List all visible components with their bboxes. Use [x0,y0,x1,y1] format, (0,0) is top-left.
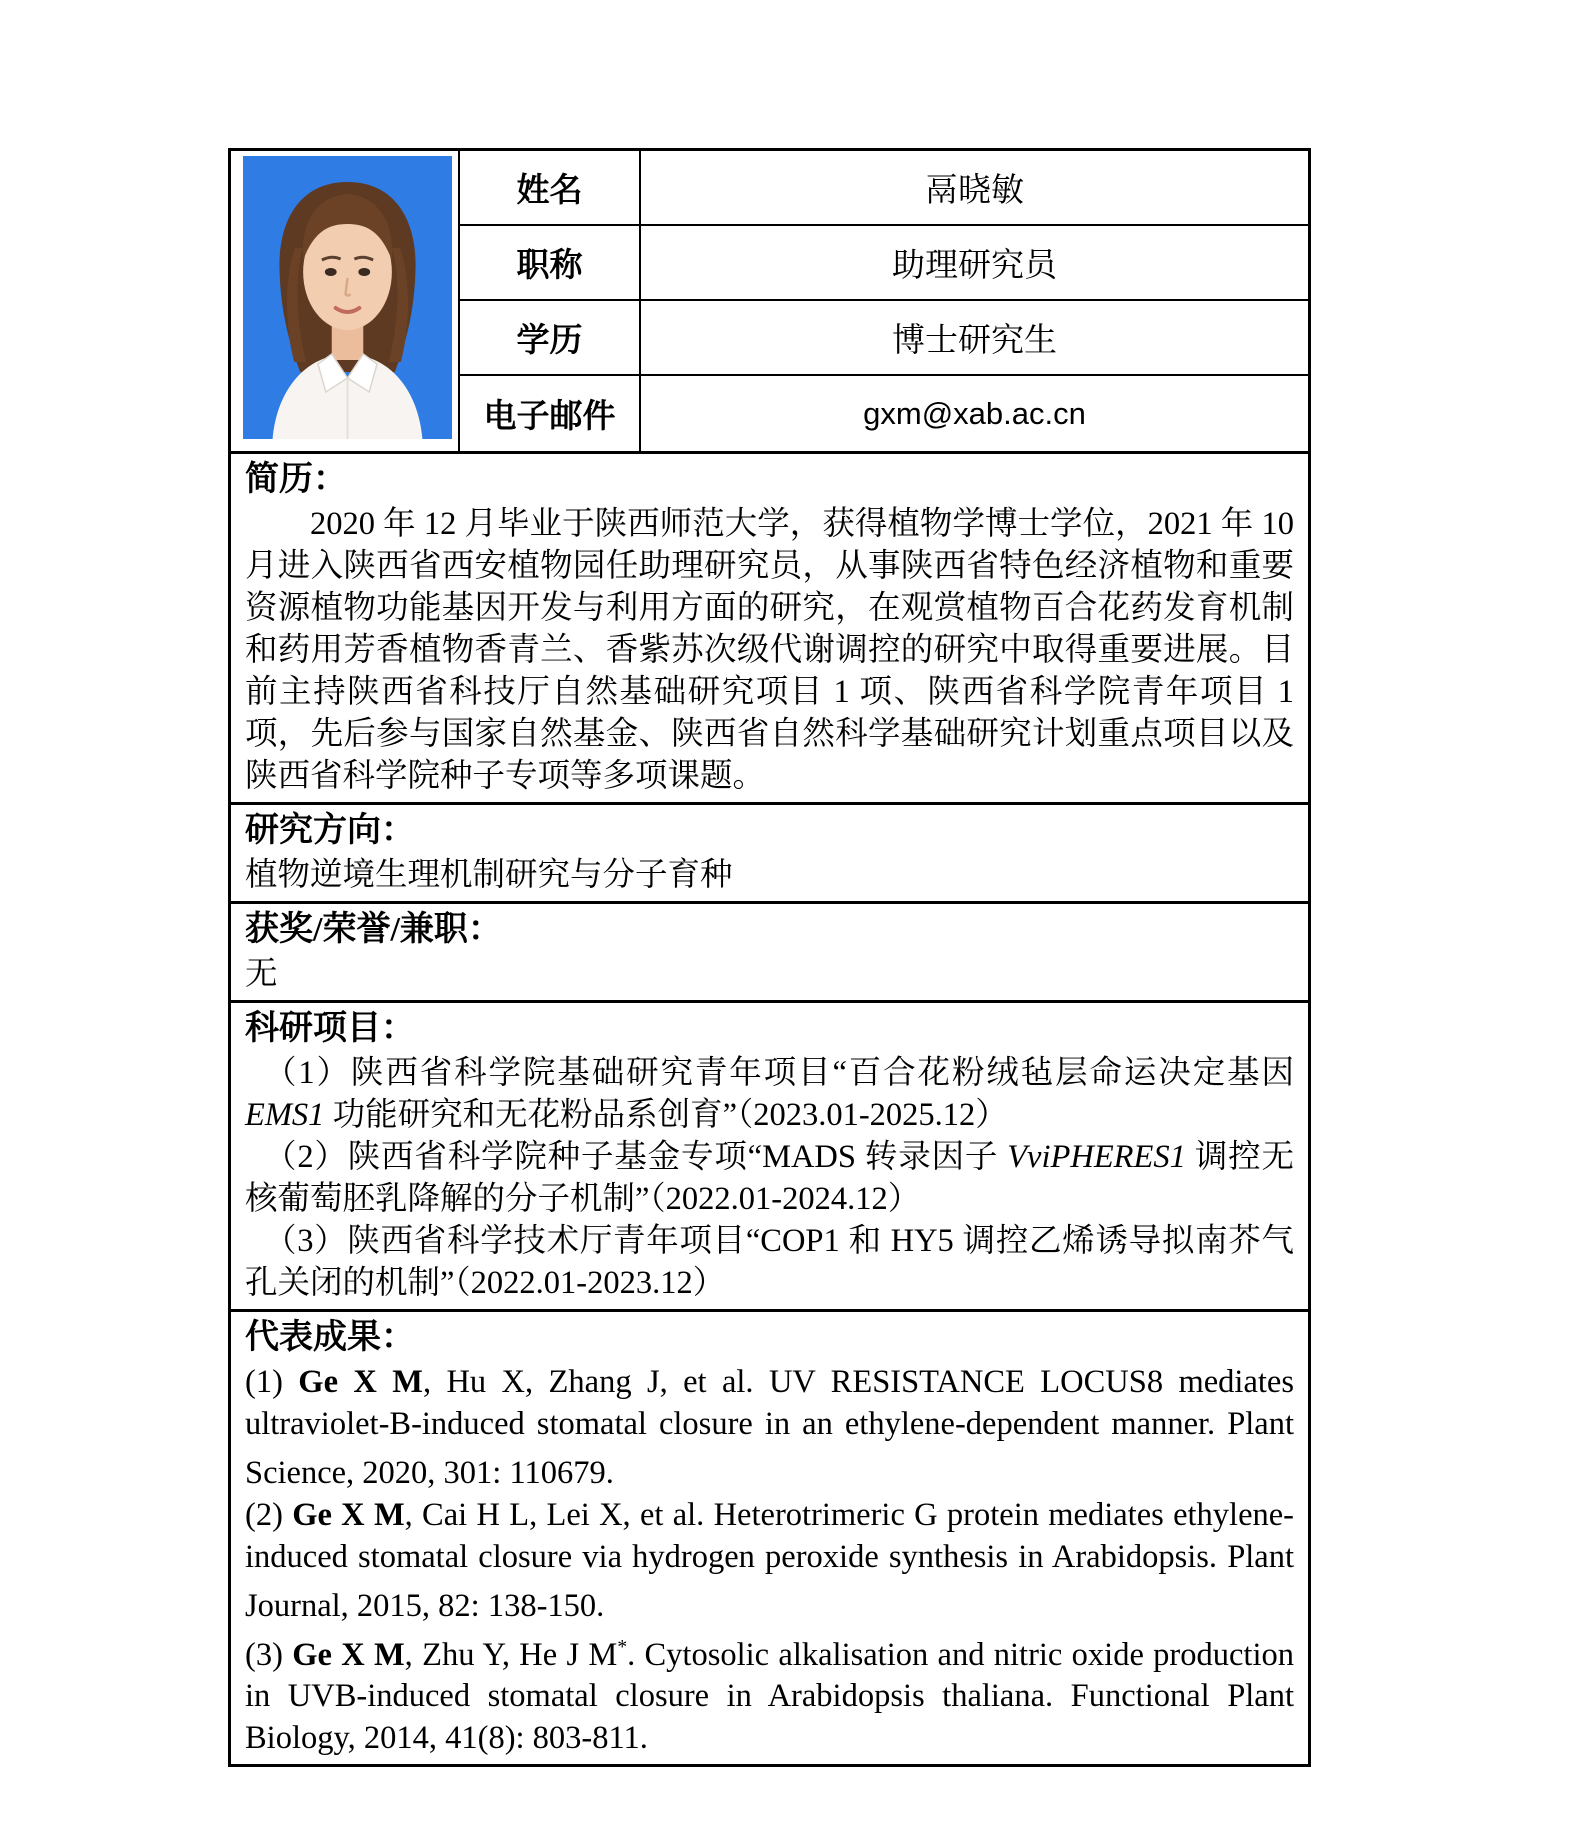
portrait-photo [243,156,452,439]
project-2-tail: 调控无核葡萄胚乳降解的分子机制”（2022.01-2024.12） [245,1139,1294,1217]
projects-heading: 科研项目： [245,1010,415,1047]
section-awards [231,901,1308,1000]
project-1-text: （1）陕西省科学院基础研究青年项目“百合花粉绒毡层命运决定基因 [264,1055,1294,1091]
publication-item [245,1627,1294,1760]
section-projects [231,1000,1308,1309]
publication-3-tail: . Cytosolic alkalisation and nitric oxide production in UVB-induced stomatal closure in Arabidopsis thaliana. Functional Plant Biology, 2014, 41(8): 803-811. [245,1636,1294,1757]
project-item [245,1052,1294,1136]
publication-item [245,1361,1294,1494]
project-item [245,1220,1294,1304]
project-item [245,1136,1294,1220]
degree-label: 学历 [460,301,641,376]
title-value: 助理研究员 [641,226,1308,301]
name-value: 鬲晓敏 [641,151,1308,226]
bio-heading: 简历： [245,461,347,498]
photo-cell [231,151,460,451]
degree-value: 博士研究生 [641,301,1308,376]
publication-3-first-author: Ge X M [292,1636,405,1673]
right-eye [358,268,370,276]
project-2-text: （2）陕西省科学院种子基金专项“MADS 转录因子 [264,1139,1008,1175]
left-eye [325,268,337,276]
cv-table [228,148,1311,1767]
email-value: gxm@xab.ac.cn [863,395,1086,431]
publication-3-text: , Zhu Y, He J M [404,1636,618,1673]
publication-3-number: (3) [245,1636,293,1673]
research-direction-text: 植物逆境生理机制研究与分子育种 [245,857,733,893]
profile-info-grid [231,151,1308,451]
section-bio [231,451,1308,802]
name-label: 姓名 [460,151,641,226]
publication-2-number: (2) [245,1496,293,1533]
project-1-gene: EMS1 [245,1097,325,1133]
section-research-direction [231,802,1308,901]
project-2-gene: VviPHERES1 [1007,1139,1186,1175]
email-label: 电子邮件 [460,376,641,451]
publication-2-text: , Cai H L, Lei X, et al. Heterotrimeric G protein mediates ethylene-induced stomatal closure via hydrogen peroxide synthesis in Arabidopsis. Plant Journal, 2015, 82: 138-150. [245,1496,1294,1624]
publication-3-superscript: * [617,1636,628,1658]
publication-1-first-author: Ge X M [298,1364,423,1400]
project-3-text: （3）陕西省科学技术厅青年项目“COP1 和 HY5 调控乙烯诱导拟南芥气孔关闭的机制”（2022.01-2023.12） [245,1223,1294,1301]
publication-1-text: , Hu X, Zhang J, et al. UV RESISTANCE LOCUS8 mediates ultraviolet-B-induced stomatal closure in an ethylene-dependent manner. Plant Science, 2020, 301: 110679. [245,1364,1294,1491]
email-cell [641,376,1308,451]
project-1-tail: 功能研究和无花粉品系创育”（2023.01-2025.12） [324,1097,1008,1133]
publications-heading: 代表成果： [245,1319,415,1356]
awards-heading: 获奖/荣誉/兼职： [245,911,502,948]
publication-2-first-author: Ge X M [292,1496,405,1533]
awards-text: 无 [245,956,278,992]
section-publications [231,1309,1308,1764]
research-direction-heading: 研究方向： [245,812,415,849]
title-label: 职称 [460,226,641,301]
bio-paragraph: 2020 年 12 月毕业于陕西师范大学，获得植物学博士学位，2021 年 10 月进入陕西省西安植物园任助理研究员，从事陕西省特色经济植物和重要资源植物功能基因开发与利用方面的研究，在观赏植物百合花药发育机制和药用芳香植物香青兰、香紫苏次级代谢调控的研究中取得重要进展。目前主持陕西省科技厅自然基础研究项目 1 项、陕西省科学院青年项目 1 项，先后参与国家自然基金、陕西省自然科学基础研究计划重点项目以及陕西省科学院种子专项等多项课题。 [245,506,1294,794]
publication-item [245,1494,1294,1627]
publication-1-number: (1) [245,1364,299,1400]
